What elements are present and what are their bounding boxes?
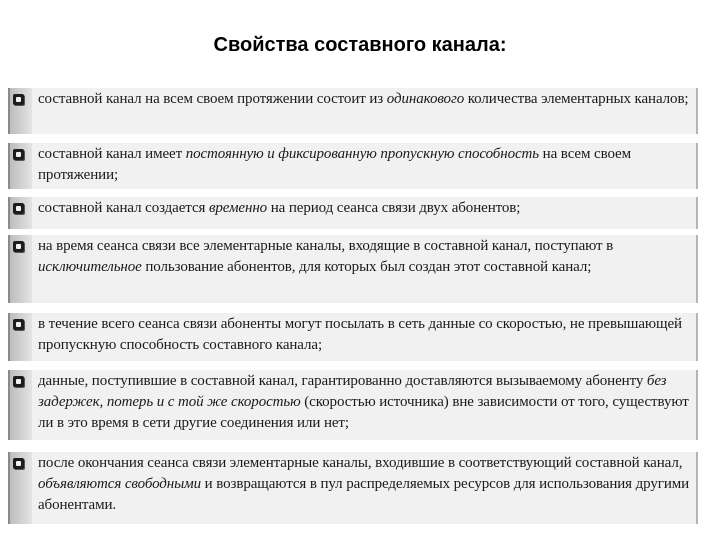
checkbox-bullet-icon (13, 203, 24, 214)
text-segment: в течение всего сеанса связи абоненты могут посылать в сеть данные со скоростью, не превышающей пропускную способность составного канала; (38, 316, 682, 353)
text-segment: данные, поступившие в составной канал, гарантированно доставляются вызываемому абоненту (38, 373, 647, 389)
text-segment: и возвращаются в пул распределяемых ресурсов для использования другими абонентами. (38, 476, 690, 513)
list-item-text (38, 371, 690, 434)
list-item-text (38, 236, 690, 278)
list-item-text (38, 314, 690, 356)
emphasis-text: без задержек, потерь и с той же скоростью (38, 373, 667, 410)
list-item (8, 143, 698, 189)
list-item (8, 313, 698, 361)
text-segment: количества элементарных каналов; (464, 91, 689, 107)
text-segment: (скоростью источника) вне зависимости от того, существуют ли в это время в сети другие соединения или нет; (38, 394, 689, 431)
checkbox-bullet-icon (13, 319, 24, 330)
list-item (8, 88, 698, 134)
emphasis-text: исключительное (38, 259, 142, 275)
emphasis-text: постоянную и фиксированную пропускную способность (185, 146, 540, 162)
emphasis-text: временно (208, 200, 268, 216)
checkbox-bullet-icon (13, 149, 24, 160)
list-item-text (38, 89, 690, 110)
checkbox-bullet-icon (13, 241, 24, 252)
page-title: Свойства составного канала: (213, 34, 507, 56)
text-segment: на всем своем протяжении; (38, 146, 632, 183)
text-segment: составной канал создается (38, 200, 209, 216)
text-segment: на время сеанса связи все элементарные каналы, входящие в составной канал, поступают в (38, 238, 614, 254)
list-item-text (38, 144, 690, 186)
checkbox-bullet-icon (13, 458, 24, 469)
emphasis-text: объявляются свободными (38, 476, 202, 492)
text-segment: после окончания сеанса связи элементарные каналы, входившие в соответствующий составной канал, (38, 455, 683, 471)
list-item (8, 235, 698, 303)
text-segment: составной канал на всем своем протяжении состоит из (38, 91, 387, 107)
checkbox-bullet-icon (13, 94, 24, 105)
list-item-text (38, 453, 690, 516)
list-item (8, 197, 698, 229)
checkbox-bullet-icon (13, 376, 24, 387)
emphasis-text: одинакового (386, 91, 465, 107)
list-item-text (38, 198, 690, 219)
list-item (8, 452, 698, 524)
text-segment: составной канал имеет (38, 146, 186, 162)
list-item (8, 370, 698, 440)
text-segment: пользование абонентов, для которых был создан этот составной канал; (141, 259, 592, 275)
text-segment: на период сеанса связи двух абонентов; (267, 200, 521, 216)
